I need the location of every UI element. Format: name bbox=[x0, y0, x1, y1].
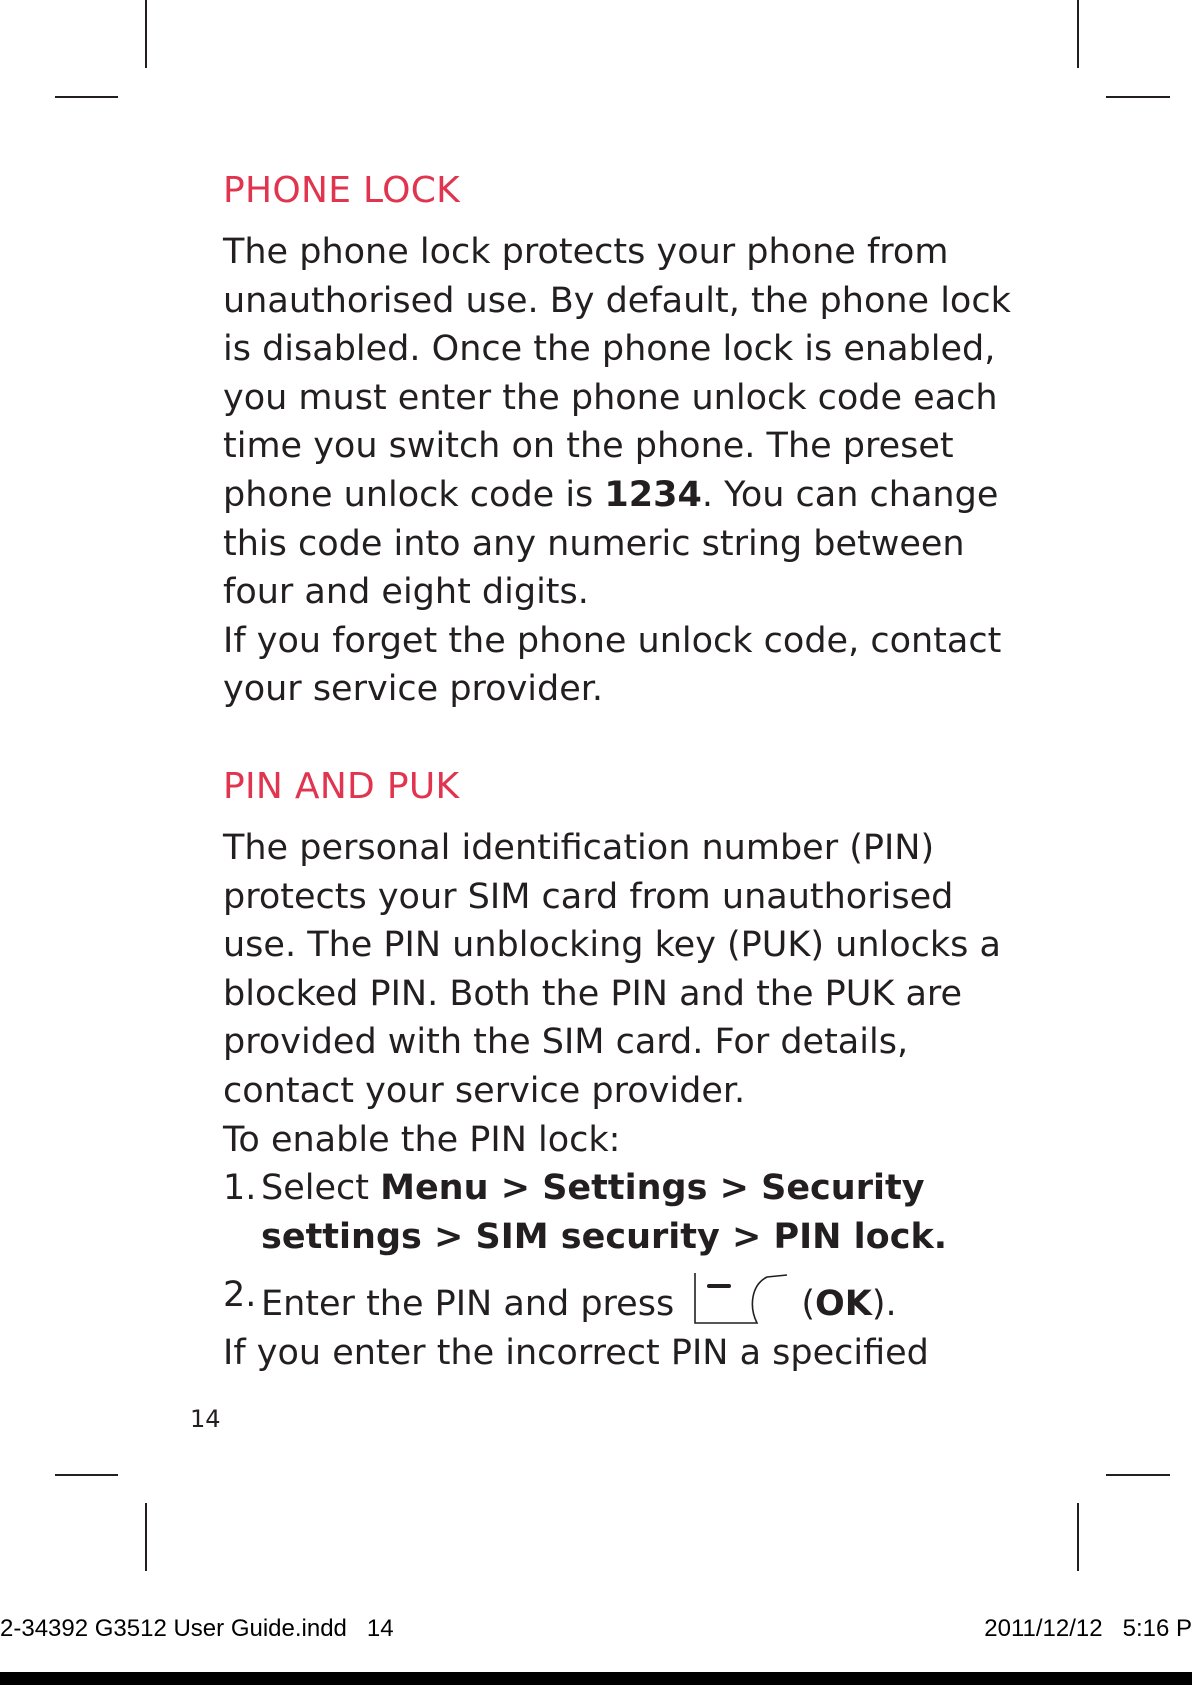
phone-lock-heading: PHONE LOCK bbox=[223, 170, 461, 211]
ok-paren-open: ( bbox=[801, 1284, 815, 1325]
preset-unlock-code: 1234 bbox=[604, 474, 702, 515]
crop-mark-top-right-horizontal bbox=[1106, 96, 1170, 98]
crop-mark-bottom-right-horizontal bbox=[1106, 1474, 1170, 1476]
crop-mark-bottom-left-vertical bbox=[145, 1503, 147, 1571]
ok-paren-close: ). bbox=[871, 1284, 897, 1325]
pin-puk-heading: PIN AND PUK bbox=[223, 765, 460, 807]
pin-puk-paragraph: The personal identification number (PIN) protects your SIM card from unauthorised use. The PIN unblocking key (PUK) unlocks a blocked PIN. Both the PIN and the PUK are provided with the SIM card. For details, contact your service provider. bbox=[223, 827, 1001, 1111]
crop-mark-bottom-right-vertical bbox=[1077, 1503, 1079, 1571]
step-1-prefix: Select bbox=[261, 1168, 381, 1209]
crop-mark-top-left-vertical bbox=[145, 0, 147, 68]
step-2 bbox=[223, 1271, 1013, 1329]
ok-key-label: OK bbox=[814, 1284, 872, 1325]
bottom-black-bar bbox=[0, 1672, 1192, 1685]
step-1 bbox=[223, 1164, 1013, 1261]
section-gap bbox=[223, 714, 1013, 762]
step-2-number: 2. bbox=[223, 1275, 257, 1316]
crop-mark-top-left-horizontal bbox=[55, 96, 118, 98]
phone-lock-paragraph bbox=[223, 228, 1013, 617]
crop-mark-top-right-vertical bbox=[1077, 0, 1079, 68]
phone-lock-text-before-code: The phone lock protects your phone from unauthorised use. By default, the phone lock is disabled. Once the phone lock is enabled, you must enter the phone unlock code each time you switch on the phone. The preset phone unlock code is bbox=[223, 232, 1011, 515]
step-2-prefix: Enter the PIN and press bbox=[261, 1284, 675, 1325]
incorrect-pin-continuation: If you enter the incorrect PIN a specified bbox=[223, 1332, 929, 1373]
page-content bbox=[223, 166, 1013, 1377]
page-number: 14 bbox=[190, 1405, 221, 1433]
phone-lock-forget-paragraph: If you forget the phone unlock code, contact your service provider. bbox=[223, 620, 1002, 710]
step-1-number: 1. bbox=[223, 1168, 257, 1209]
print-slug-datetime: 2011/12/12 5:16 P bbox=[984, 1615, 1192, 1642]
step-1-menu-path: Menu > Settings > Security settings > SIM security > PIN lock. bbox=[261, 1168, 948, 1257]
phone-lock-text-after-code: . You can change this code into any numeric string between four and eight digits. bbox=[223, 474, 999, 613]
enable-pin-intro: To enable the PIN lock: bbox=[223, 1119, 621, 1160]
print-slug-filename: 2-34392 G3512 User Guide.indd 14 bbox=[0, 1615, 394, 1642]
crop-mark-bottom-left-horizontal bbox=[55, 1474, 118, 1476]
left-soft-key-icon bbox=[693, 1271, 789, 1325]
